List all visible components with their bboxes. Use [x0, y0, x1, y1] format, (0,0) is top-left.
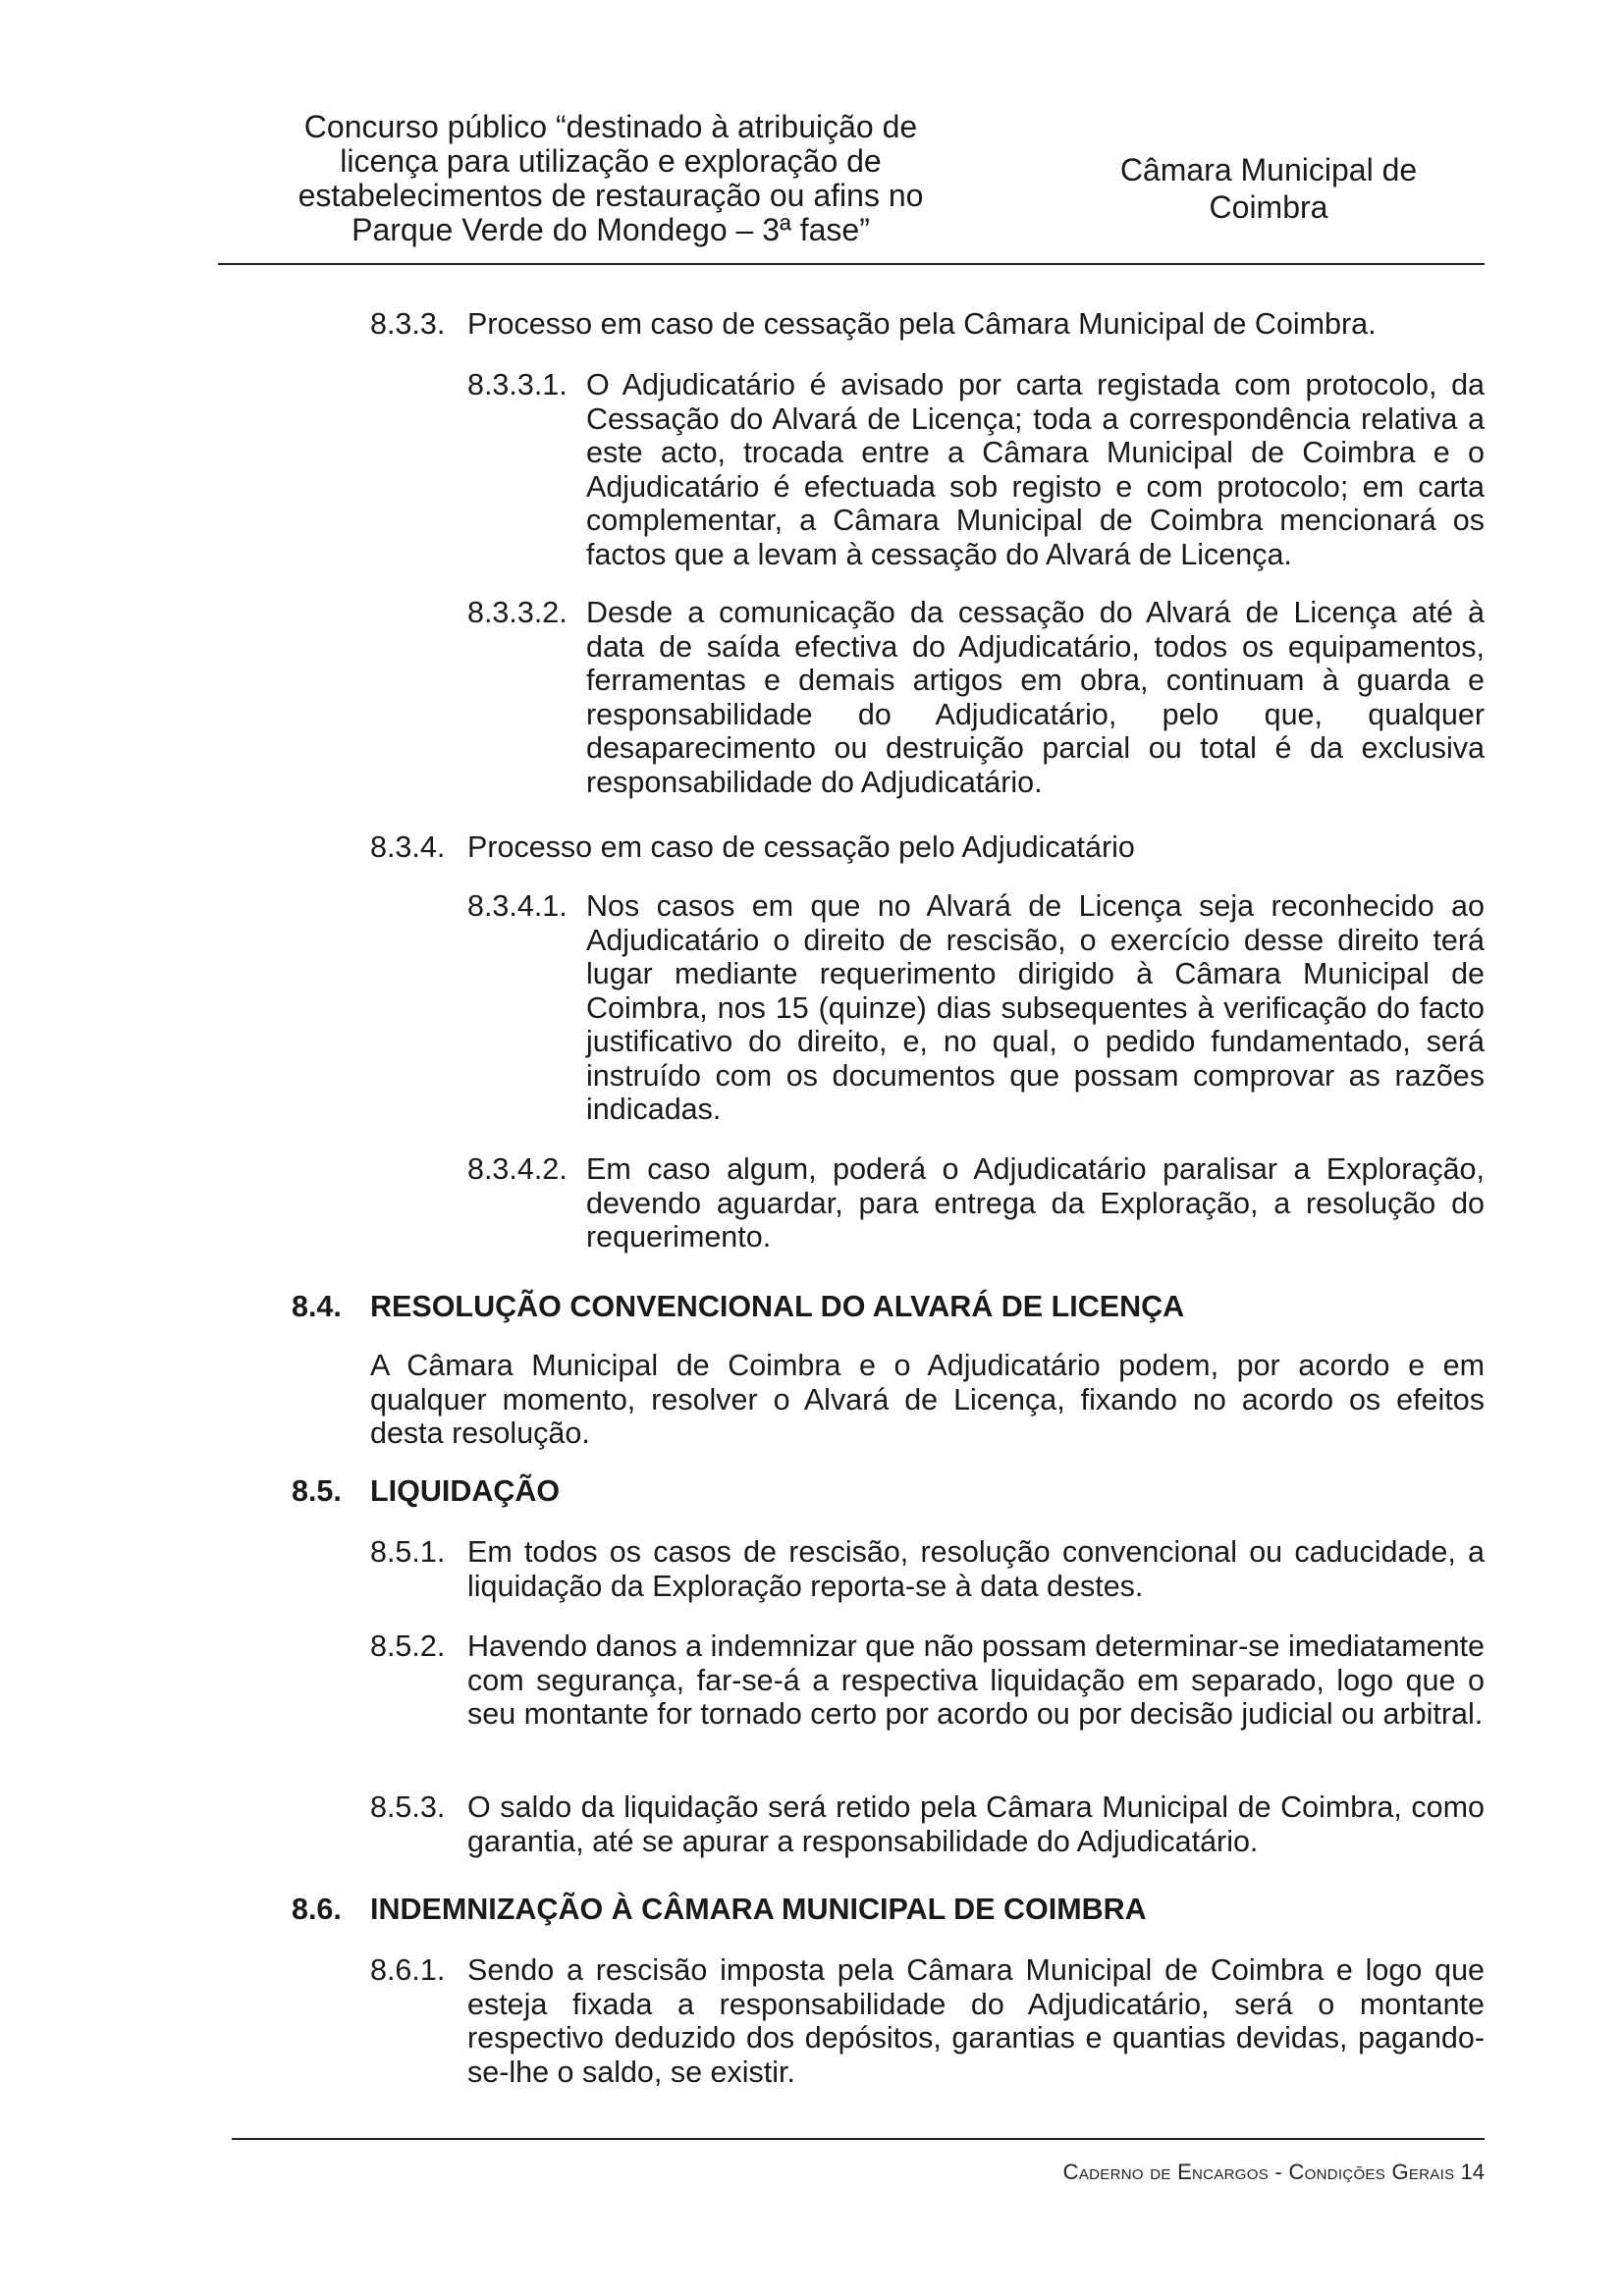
section-number-8-3-3-2: 8.3.3.2.: [467, 596, 568, 629]
section-8-6-heading: INDEMNIZAÇÃO À CÂMARA MUNICIPAL DE COIMBRA: [370, 1893, 1147, 1926]
contest-title-line-3: estabelecimentos de restauração ou afins no: [298, 178, 924, 213]
section-number-8-3-3-1: 8.3.3.1.: [467, 368, 568, 401]
section-number-8-3-4-1: 8.3.4.1.: [467, 889, 568, 923]
footer-divider: [232, 2138, 1485, 2140]
section-number-8-5-3: 8.5.3.: [370, 1790, 446, 1824]
section-number-8-3-4: 8.3.4.: [370, 830, 446, 864]
section-number-8-6: 8.6.: [292, 1893, 342, 1926]
section-8-3-4-text: Processo em caso de cessação pelo Adjudicatário: [467, 830, 1135, 864]
entity-name: [1053, 151, 1485, 226]
section-8-5-heading: LIQUIDAÇÃO: [370, 1474, 561, 1508]
section-8-4-heading: RESOLUÇÃO CONVENCIONAL DO ALVARÁ DE LICENÇA: [370, 1290, 1185, 1323]
section-number-8-3-3: 8.3.3.: [370, 307, 446, 341]
contest-title-line-1: Concurso público “destinado à atribuição de: [303, 109, 918, 144]
section-8-3-3-2-text: Desde a comunicação da cessação do Alvará de Licença até à data de saída efectiva do Adjudicatário, todos os equipamentos, ferramentas e demais artigos em obra, continuam à guarda e responsabilidade do Adjudicatário, pelo que, qualquer desaparecimento ou destruição parcial ou total é da exclusiva responsabilidade do Adjudicatário.: [586, 596, 1485, 799]
section-8-3-4-2-text: Em caso algum, poderá o Adjudicatário paralisar a Exploração, devendo aguardar, para entrega da Exploração, a resolução do requerimento.: [586, 1152, 1485, 1254]
section-8-5-3-text: O saldo da liquidação será retido pela Câmara Municipal de Coimbra, como garantia, até se apurar a responsabilidade do Adjudicatário.: [467, 1790, 1485, 1858]
contest-title-line-4: Parque Verde do Mondego – 3ª fase”: [352, 212, 870, 247]
section-number-8-4: 8.4.: [292, 1290, 342, 1323]
section-8-3-3-1-text: O Adjudicatário é avisado por carta registada com protocolo, da Cessação do Alvará de Licença; toda a correspondência relativa a este acto, trocada entre a Câmara Municipal de Coimbra e o Adjudicatário é efectuada sob registo e com protocolo; em carta complementar, a Câmara Municipal de Coimbra mencionará os factos que a levam à cessação do Alvará de Licença.: [586, 368, 1485, 571]
section-8-3-3-text: Processo em caso de cessação pela Câmara Municipal de Coimbra.: [467, 307, 1377, 341]
section-number-8-6-1: 8.6.1.: [370, 1953, 446, 1987]
section-8-5-2-text: Havendo danos a indemnizar que não possam determinar-se imediatamente com segurança, far-se-á a respectiva liquidação em separado, logo que o seu montante for tornado certo por acordo ou por decisão judicial ou arbitral.: [467, 1629, 1485, 1731]
header-divider: [218, 263, 1485, 265]
section-number-8-5-2: 8.5.2.: [370, 1629, 446, 1663]
contest-title: [218, 110, 1003, 247]
section-8-5-1-text: Em todos os casos de rescisão, resolução convencional ou caducidade, a liquidação da Exploração reporta-se à data destes.: [467, 1535, 1485, 1603]
page-footer: [1063, 2160, 1485, 2185]
entity-name-line-1: Câmara Municipal de: [1119, 152, 1418, 187]
section-8-4-text: A Câmara Municipal de Coimbra e o Adjudicatário podem, por acordo e em qualquer momento, resolver o Alvará de Licença, fixando no acordo os efeitos desta resolução.: [370, 1349, 1485, 1450]
section-number-8-5-1: 8.5.1.: [370, 1535, 446, 1569]
page-number: 14: [1460, 2160, 1485, 2184]
section-number-8-5: 8.5.: [292, 1474, 342, 1508]
section-8-3-4-1-text: Nos casos em que no Alvará de Licença seja reconhecido ao Adjudicatário o direito de rescisão, o exercício desse direito terá lugar mediante requerimento dirigido à Câmara Municipal de Coimbra, nos 15 (quinze) dias subsequentes à verificação do facto justificativo do direito, e, no qual, o pedido fundamentado, será instruído com os documentos que possam comprovar as razões indicadas.: [586, 889, 1485, 1126]
section-number-8-3-4-2: 8.3.4.2.: [467, 1152, 568, 1186]
entity-name-line-2: Coimbra: [1209, 189, 1328, 225]
contest-title-line-2: licença para utilização e exploração de: [340, 143, 882, 179]
section-8-6-1-text: Sendo a rescisão imposta pela Câmara Municipal de Coimbra e logo que esteja fixada a responsabilidade do Adjudicatário, será o montante respectivo deduzido dos depósitos, garantias e quantias devidas, pagando-se-lhe o saldo, se existir.: [467, 1953, 1485, 2089]
footer-document-title: Caderno de Encargos - Condições Gerais: [1062, 2160, 1455, 2184]
page-header: [218, 110, 1485, 265]
